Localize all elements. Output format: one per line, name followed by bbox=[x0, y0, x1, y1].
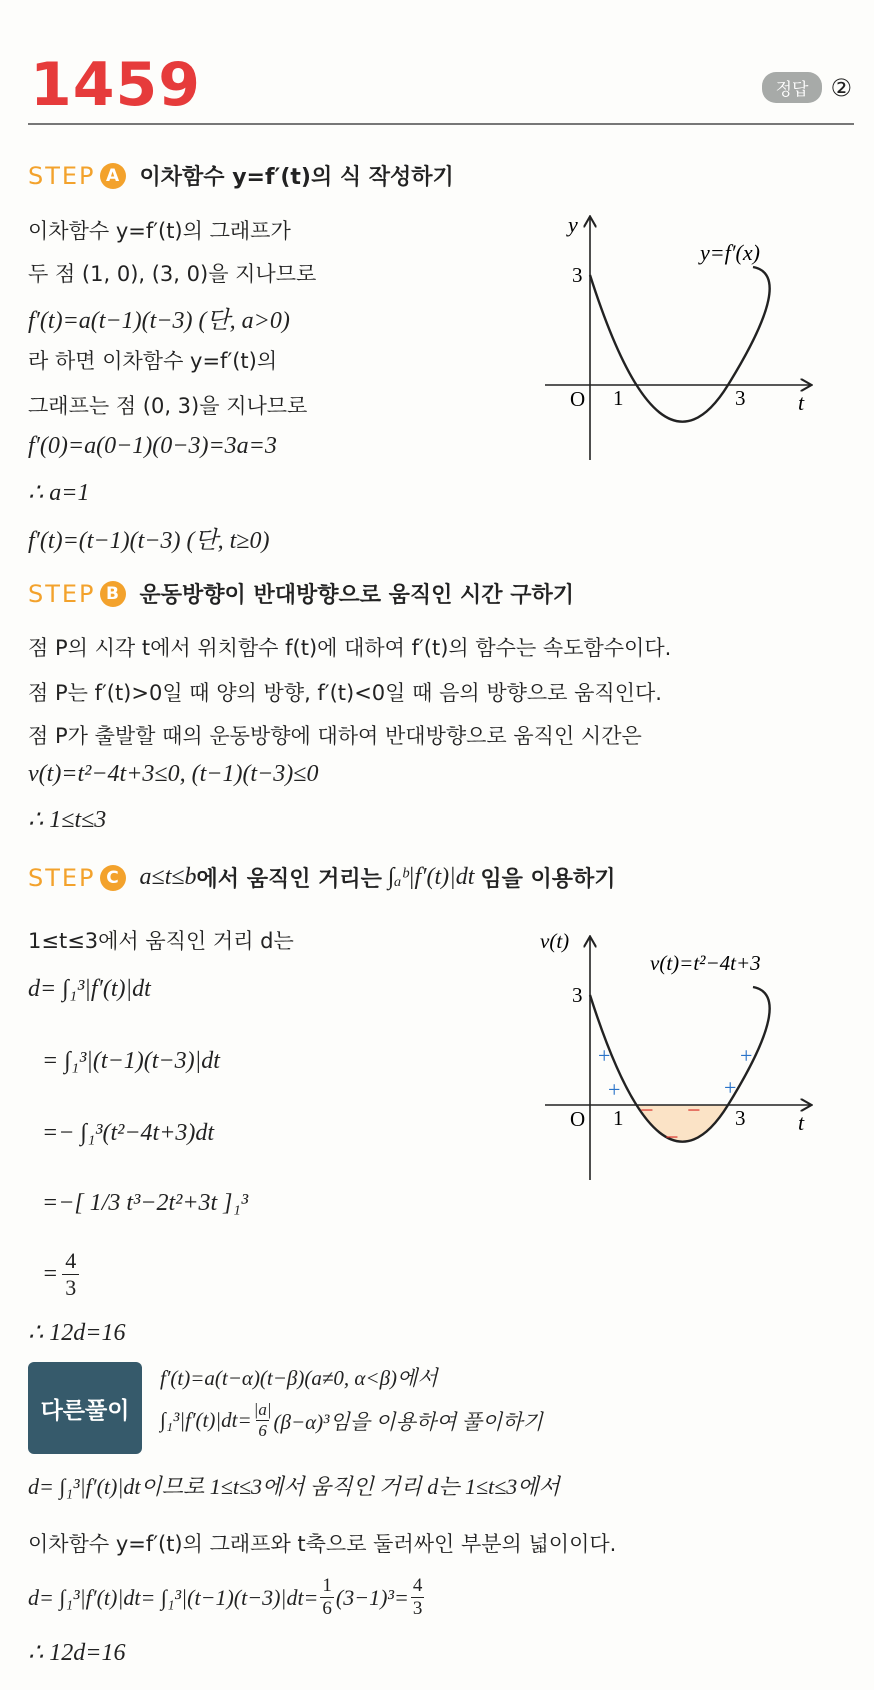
tick-label-y3: 3 bbox=[572, 983, 583, 1007]
alt-formula-rest: (β−α)³임을 이용하여 풀이하기 bbox=[273, 1409, 543, 1434]
fraction-numerator: |a| bbox=[253, 1400, 272, 1419]
origin-label: O bbox=[570, 1107, 586, 1131]
alt-equation-mid: (3−1)³= bbox=[335, 1584, 409, 1610]
step-c-heading bbox=[28, 862, 616, 893]
header-rule bbox=[28, 123, 854, 125]
equation: f′(0)=a(0−1)(0−3)=3a=3 bbox=[28, 433, 277, 459]
fraction-denominator: 3 bbox=[412, 1598, 423, 1619]
text-line: 점 P의 시각 t에서 위치함수 f(t)에 대하여 f′(t)의 함수는 속도함수이다. bbox=[28, 636, 672, 660]
equation: f′(t)=a(t−1)(t−3) (단, a>0) bbox=[28, 308, 290, 334]
tick-label-1: 1 bbox=[613, 1106, 624, 1130]
alt-line-2 bbox=[160, 1400, 543, 1441]
step-title-end: 임을 이용하기 bbox=[480, 867, 616, 892]
alt-equation: d= ∫₁³|f′(t)|dt= ∫₁³|(t−1)(t−3)|dt= bbox=[28, 1584, 319, 1610]
graph-velocity bbox=[540, 930, 860, 1190]
tick-label-1: 1 bbox=[613, 386, 624, 410]
problem-number: 1459 bbox=[30, 50, 201, 120]
y-axis-label: y bbox=[568, 212, 578, 237]
equation: d= ∫₁³|f′(t)|dt bbox=[28, 976, 151, 1002]
alt-paragraph-1: d= ∫₁³|f′(t)|dt이므로 1≤t≤3에서 움직인 거리 d는 1≤t≤3에서 bbox=[28, 1474, 560, 1499]
step-label: STEP bbox=[28, 579, 96, 608]
answer-box bbox=[762, 72, 852, 103]
conclusion: ∴ 12d=16 bbox=[28, 1320, 126, 1346]
y-axis-label: v(t) bbox=[540, 930, 570, 953]
fraction-denominator: 6 bbox=[322, 1598, 332, 1619]
alt-solution-badge: 다른풀이 bbox=[28, 1362, 142, 1454]
fraction-numerator: 4 bbox=[65, 1248, 77, 1273]
step-a-heading bbox=[28, 160, 454, 191]
curve-label: v(t)=t²−4t+3 bbox=[650, 951, 761, 975]
minus-sign: − bbox=[640, 1098, 654, 1124]
step-title-formula: ∫ₐᵇ|f′(t)|dt bbox=[387, 864, 475, 890]
x-axis-label: t bbox=[798, 390, 805, 415]
plus-sign: + bbox=[740, 1043, 753, 1068]
fraction-denominator: 6 bbox=[258, 1421, 267, 1440]
tick-label-3: 3 bbox=[735, 386, 746, 410]
alt-formula: ∫₁³|f′(t)|dt= bbox=[160, 1408, 252, 1432]
text-line: 점 P는 f′(t)>0일 때 양의 방향, f′(t)<0일 때 음의 방향으로 움직인다. bbox=[28, 681, 662, 705]
alt-paragraph-2: 이차함수 y=f′(t)의 그래프와 t축으로 둘러싸인 부분의 넓이이다. bbox=[28, 1532, 617, 1556]
equation-result: = $\frac{4}{3}$ bbox=[42, 1248, 79, 1301]
tick-label-y3: 3 bbox=[572, 263, 583, 287]
equation: =−[ 1/3 t³−2t²+3t ]₁³ bbox=[42, 1190, 249, 1216]
equation: f′(t)=(t−1)(t−3) (단, t≥0) bbox=[28, 528, 270, 554]
step-letter-badge: C bbox=[100, 865, 126, 891]
step-label: STEP bbox=[28, 161, 96, 190]
step-title: 이차함수 y=f′(t)의 식 작성하기 bbox=[139, 165, 454, 190]
step-title-mid: 에서 움직인 거리는 bbox=[196, 867, 382, 892]
tick-label-3: 3 bbox=[735, 1106, 746, 1130]
text-line: 점 P가 출발할 때의 운동방향에 대하여 반대방향으로 움직인 시간은 bbox=[28, 724, 642, 748]
text-line: 그래프는 점 (0, 3)을 지나므로 bbox=[28, 394, 308, 418]
step-title: 운동방향이 반대방향으로 움직인 시간 구하기 bbox=[139, 583, 574, 608]
fraction-numerator: 4 bbox=[412, 1575, 423, 1596]
step-label: STEP bbox=[28, 863, 96, 892]
step-letter-badge: A bbox=[100, 163, 126, 189]
text-line: 1≤t≤3에서 움직인 거리 d는 bbox=[28, 929, 294, 953]
step-letter-badge: B bbox=[100, 581, 126, 607]
plus-sign: + bbox=[608, 1077, 621, 1102]
curve-label: y=f′(x) bbox=[700, 240, 760, 265]
equation: = ∫₁³|(t−1)(t−3)|dt bbox=[42, 1048, 220, 1074]
equation: ∴ a=1 bbox=[28, 480, 90, 506]
minus-sign: − bbox=[665, 1125, 679, 1151]
alt-conclusion: ∴ 12d=16 bbox=[28, 1640, 126, 1666]
fraction-numerator: 1 bbox=[322, 1575, 332, 1596]
x-axis-label: t bbox=[798, 1110, 805, 1135]
answer-value: ② bbox=[830, 73, 852, 102]
equation: =− ∫₁³(t²−4t+3)dt bbox=[42, 1120, 215, 1146]
origin-label: O bbox=[570, 387, 586, 411]
step-title-condition: a≤t≤b bbox=[139, 864, 197, 890]
plus-sign: + bbox=[724, 1075, 737, 1100]
equation: v(t)=t²−4t+3≤0, (t−1)(t−3)≤0 bbox=[28, 761, 319, 787]
graph-f-prime bbox=[540, 210, 840, 470]
minus-sign: − bbox=[687, 1098, 701, 1124]
fraction-denominator: 3 bbox=[62, 1274, 79, 1301]
text-line: 두 점 (1, 0), (3, 0)을 지나므로 bbox=[28, 262, 317, 286]
alt-paragraph-3 bbox=[28, 1575, 424, 1620]
step-b-heading bbox=[28, 578, 574, 609]
plus-sign: + bbox=[598, 1043, 611, 1068]
answer-badge: 정답 bbox=[762, 72, 823, 103]
alt-line-1: f′(t)=a(t−α)(t−β)(a≠0, α<β)에서 bbox=[160, 1366, 438, 1390]
equation: ∴ 1≤t≤3 bbox=[28, 807, 107, 833]
text-line: 라 하면 이차함수 y=f′(t)의 bbox=[28, 349, 278, 373]
text-line: 이차함수 y=f′(t)의 그래프가 bbox=[28, 219, 291, 243]
